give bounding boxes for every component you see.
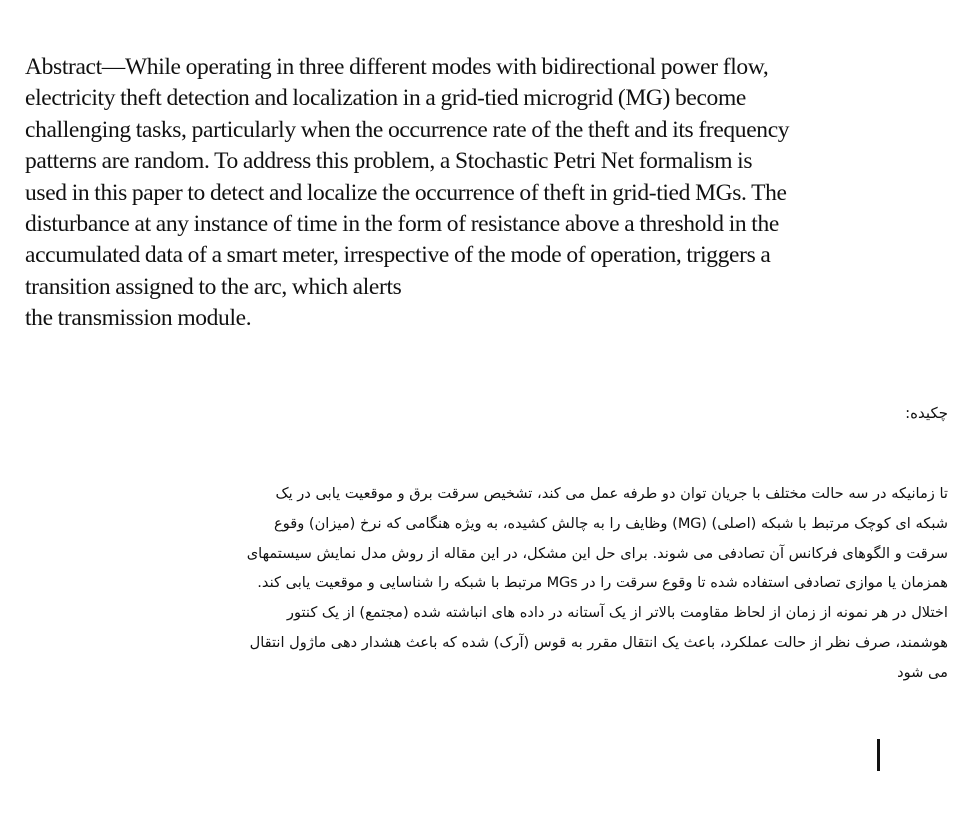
abstract-line: used in this paper to detect and localize the occurrence of theft in grid-tied MGs. The — [25, 179, 787, 206]
abstract-line: patterns are random. To address this problem, a Stochastic Petri Net formalism is — [25, 148, 753, 175]
persian-abstract-line: هوشمند، صرف نظر از حالت عملکرد، باعث یک انتقال مقرر به قوس (آرک) شده که باعث هشدار دهی ماژول انتقال — [249, 633, 948, 651]
abstract-line: disturbance at any instance of time in the form of resistance above a threshold in the — [25, 210, 779, 237]
persian-abstract-line: شبکه ای کوچک مرتبط با شبکه (اصلی) (MG) وظایف را به چالش کشیده، به ویژه هنگامی که نرخ (میزان) وقوع — [273, 514, 948, 532]
english-abstract — [25, 52, 960, 335]
abstract-line: Abstract—While operating in three different modes with bidirectional power flow, — [25, 54, 769, 80]
abstract-line: transition assigned to the arc, which alerts — [25, 273, 402, 300]
abstract-line: the transmission module. — [25, 305, 252, 332]
abstract-line: accumulated data of a smart meter, irrespective of the mode of operation, triggers a — [25, 242, 771, 269]
abstract-line: electricity theft detection and localization in a grid-tied microgrid (MG) become — [25, 85, 746, 112]
persian-abstract — [8, 479, 948, 688]
text-cursor — [877, 739, 880, 771]
persian-abstract-heading: چکیده: — [905, 404, 948, 422]
persian-abstract-line: همزمان یا موازی تصادفی استفاده شده تا وقوع سرقت را در MGs مرتبط با شبکه را شناسایی و موقعیت یابی کند. — [257, 574, 948, 592]
persian-abstract-line: می شود — [897, 663, 948, 681]
persian-abstract-line: تا زمانیکه در سه حالت مختلف با جریان توان دو طرفه عمل می کند، تشخیص سرقت برق و موقعیت یابی در یک — [275, 485, 948, 502]
persian-abstract-line: اختلال در هر نمونه از زمان از لحاظ مقاومت بالاتر از یک آستانه در داده های انباشته شده (مجتمع) از یک کنتور — [286, 604, 948, 622]
persian-abstract-line: سرقت و الگوهای فرکانس آن تصادفی می شوند. برای حل این مشکل، در این مقاله از روش مدل نمایش سیستمهای — [246, 544, 948, 562]
abstract-line: challenging tasks, particularly when the occurrence rate of the theft and its frequency — [25, 116, 790, 143]
